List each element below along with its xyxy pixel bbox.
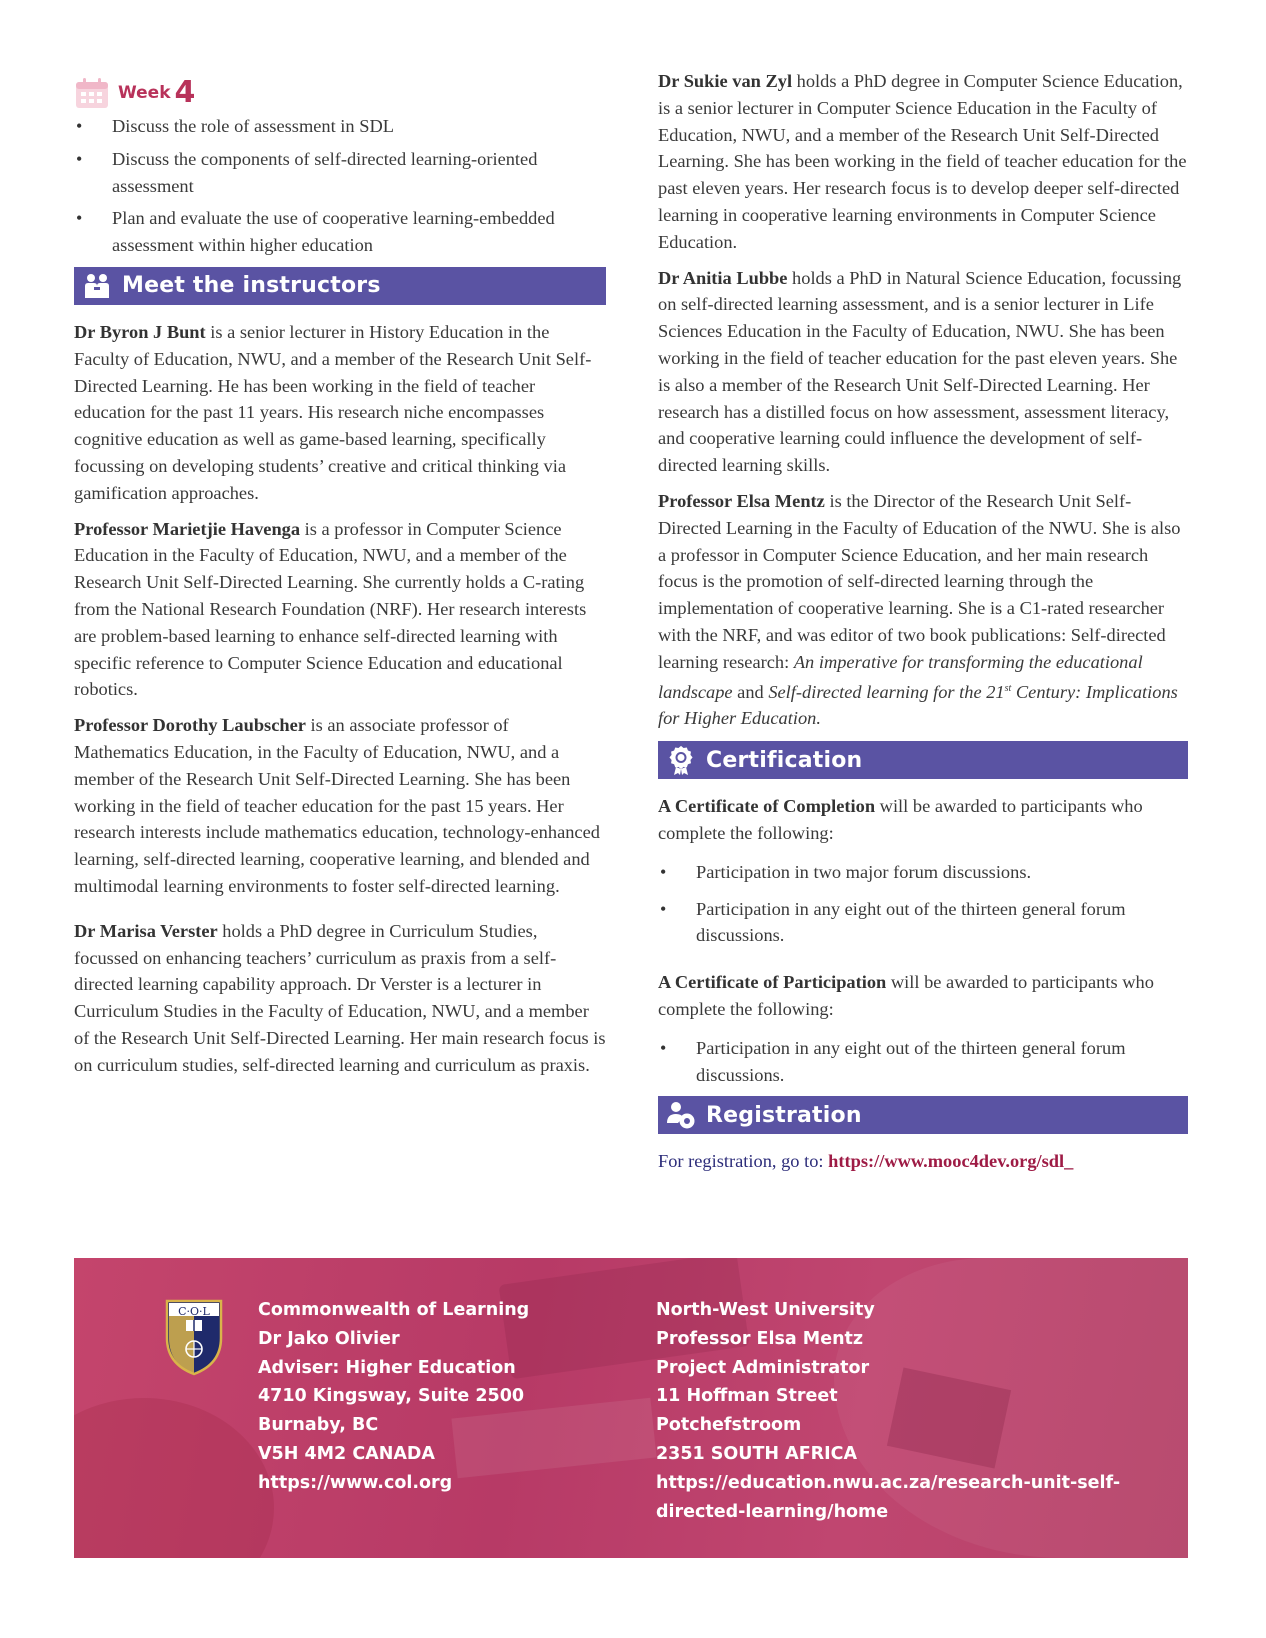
registration-line: [658, 1148, 1188, 1174]
list-item: • Plan and evaluate the use of cooperative learning-embedded assessment within higher education: [74, 205, 606, 259]
bio-text: and: [732, 681, 769, 702]
week-heading: [74, 77, 606, 109]
list-item: • Discuss the components of self-directed learning-oriented assessment: [74, 146, 606, 200]
bio-text: is a senior lecturer in History Education in the Faculty of Education, NWU, and a member of the Research Unit Self-Directed Learning. He has been working in the field of teacher education for the past 11 years. His research niche encompasses cognitive education as well as game-based learning, specifically focussing on developing students’ creative and critical thinking via gamification approaches.: [74, 321, 592, 503]
registration-icon: [666, 1100, 696, 1130]
contact-title: Adviser: Higher Education: [258, 1357, 516, 1378]
bio-paragraph: [658, 68, 1188, 256]
bio-text: is an associate professor of Mathematics Education, in the Faculty of Education, NWU, and a member of the Research Unit Self-Directed Learning. She has been working in the field of teacher education for the past 15 years. Her research interests include mathematics education, technology-enhanced learning, self-directed learning, cooperative learning, and blended and multimodal learning environments to foster self-directed learning.: [74, 715, 600, 896]
left-column: [74, 68, 606, 1088]
list-item: • Discuss the role of assessment in SDL: [74, 113, 606, 140]
section-title: Certification: [706, 747, 863, 773]
address-line: 11 Hoffman Street: [656, 1386, 838, 1407]
bio-paragraph: [658, 265, 1188, 479]
week-number: 4: [174, 75, 196, 110]
certificate-participation-text: [658, 969, 1188, 1023]
instructor-name: Dr Anitia Lubbe: [658, 267, 788, 288]
completion-requirements: [658, 859, 1188, 949]
instructor-name: Dr Marisa Verster: [74, 920, 218, 941]
instructor-name: Dr Byron J Bunt: [74, 321, 206, 342]
address-line: Burnaby, BC: [258, 1415, 379, 1436]
contact-name: Professor Elsa Mentz: [656, 1328, 864, 1349]
address-line: V5H 4M2 CANADA: [258, 1443, 435, 1464]
list-item: • Participation in two major forum discussions.: [658, 859, 1188, 886]
instructor-name: Professor Marietjie Havenga: [74, 518, 301, 539]
bio-text: is a professor in Computer Science Education in the Faculty of Education, NWU, and a member of the Research Unit Self-Directed Learning. She currently holds a C-rating from the National Research Foundation (NRF). Her research interests are problem-based learning to enhance self-directed learning with specific reference to Computer Science Education and educational robotics.: [74, 518, 587, 700]
website-link[interactable]: https://www.col.org: [258, 1472, 453, 1493]
bio-paragraph: [74, 918, 606, 1079]
registration-text: For registration, go to:: [658, 1151, 829, 1172]
address-line: 2351 SOUTH AFRICA: [656, 1443, 858, 1464]
right-column: [658, 68, 1188, 1174]
bio-paragraph: [74, 516, 606, 704]
footer-contact-banner: [74, 1258, 1188, 1558]
instructor-name: Professor Elsa Mentz: [658, 490, 825, 511]
book-title: Self-directed learning for the 21st Century: Implications for Higher Education.: [658, 681, 1178, 729]
bio-paragraph: [74, 319, 606, 507]
award-icon: [666, 745, 696, 775]
registration-link[interactable]: https://www.mooc4dev.org/sdl_: [828, 1151, 1074, 1172]
certificate-name: A Certificate of Participation: [658, 972, 887, 993]
list-item: • Participation in any eight out of the thirteen general forum discussions.: [658, 1035, 1188, 1089]
section-title: Meet the instructors: [122, 273, 381, 299]
bio-text: holds a PhD in Natural Science Education, focussing on self-directed learning assessment, and is a senior lecturer in Life Sciences Education in the Faculty of Education, NWU. She has been working in the field of teacher education for the past eleven years. She is also a member of the Research Unit Self-Directed Learning. Her research has a distilled focus on how assessment, assessment literacy, and cooperative learning could influence the development of self-directed learning skills.: [658, 267, 1182, 476]
week-items: [74, 113, 606, 259]
col-contact-block: [258, 1296, 588, 1498]
contact-name: Dr Jako Olivier: [258, 1328, 400, 1349]
address-line: Potchefstroom: [656, 1415, 802, 1436]
week-label: Week: [118, 83, 171, 103]
certificate-completion-text: [658, 793, 1188, 847]
book-title: An imperative for transforming the educational landscape: [658, 651, 1143, 702]
nwu-contact-block: [656, 1296, 1156, 1526]
instructor-name: Professor Dorothy Laubscher: [74, 715, 306, 736]
certificate-text: will be awarded to participants who complete the following:: [658, 796, 1143, 844]
section-title: Registration: [706, 1102, 862, 1128]
bio-text: is the Director of the Research Unit Self-Directed Learning in the Faculty of Education of the NWU. She is also a professor in Computer Science Education, and her main research focus is the promotion of self-directed learning through the implementation of cooperative learning. She is a C1-rated researcher with the NRF, and was editor of two book publications: Self-directed learning research:: [658, 490, 1181, 672]
certificate-name: A Certificate of Completion: [658, 796, 876, 817]
col-logo-text: C·O·L: [178, 1305, 210, 1318]
participation-requirements: [658, 1035, 1188, 1089]
certification-section-header: [658, 741, 1188, 779]
bio-paragraph: [658, 488, 1188, 732]
registration-section-header: [658, 1096, 1188, 1134]
calendar-icon: [74, 77, 110, 109]
list-item: • Participation in any eight out of the thirteen general forum discussions.: [658, 896, 1188, 950]
website-link[interactable]: https://education.nwu.ac.za/research-unit-self-: [656, 1472, 1121, 1493]
bio-paragraph: [74, 712, 606, 900]
org-name: Commonwealth of Learning: [258, 1300, 530, 1320]
bio-text: holds a PhD degree in Computer Science Education, is a senior lecturer in Computer Science Education in the Faculty of Education, NWU, and a member of the Research Unit Self-Directed Learning. She has been working in the field of teacher education for the past eleven years. Her research focus is to develop deeper self-directed learning in cooperative learning environments in Computer Science Education.: [658, 71, 1187, 252]
org-name: North-West University: [656, 1300, 875, 1320]
bio-text: holds a PhD degree in Curriculum Studies, focussed on enhancing teachers’ curriculum as praxis from a self-directed learning capability approach. Dr Verster is a lecturer in Curriculum Studies in the Faculty of Education, NWU, and a member of the Research Unit Self-Directed Learning. Her main research focus is on curriculum studies, self-directed learning and curriculum as praxis.: [74, 920, 606, 1075]
instructor-name: Dr Sukie van Zyl: [658, 71, 793, 91]
people-icon: [82, 271, 112, 301]
website-link[interactable]: directed-learning/home: [656, 1501, 889, 1522]
col-crest-logo: [164, 1298, 224, 1376]
instructors-section-header: [74, 267, 606, 305]
contact-title: Project Administrator: [656, 1357, 870, 1378]
certificate-text: will be awarded to participants who complete the following:: [658, 972, 1154, 1020]
address-line: 4710 Kingsway, Suite 2500: [258, 1386, 525, 1407]
